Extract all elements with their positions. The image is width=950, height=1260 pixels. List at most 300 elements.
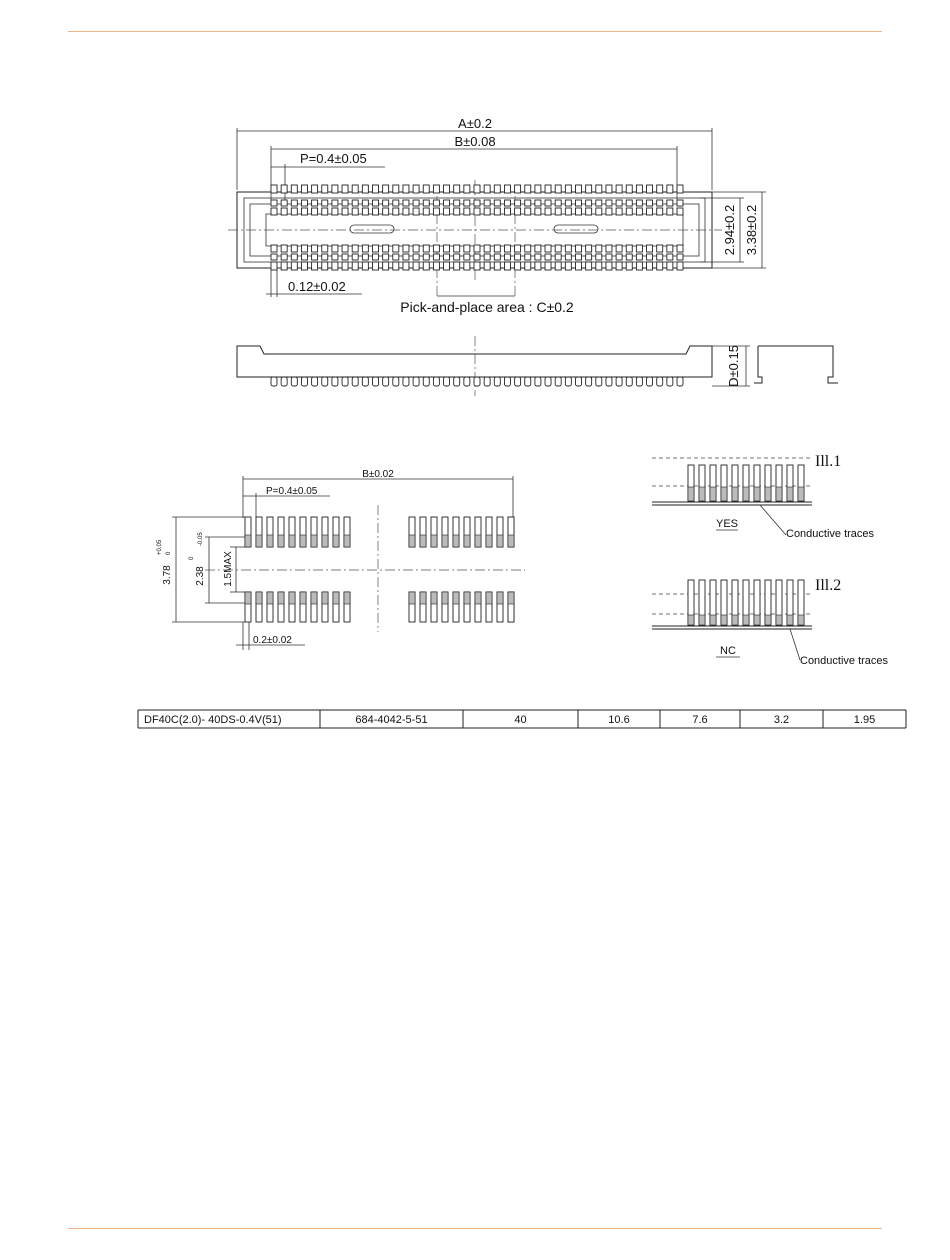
side-pin: [322, 377, 328, 386]
top-pin: [515, 185, 521, 193]
top-pin: [565, 208, 571, 215]
top-pin: [271, 245, 277, 252]
ill2-tag: NC: [720, 645, 736, 657]
side-pin: [403, 377, 409, 386]
top-pin: [484, 208, 490, 215]
top-pin: [383, 262, 389, 270]
side-pin: [393, 377, 399, 386]
top-pin: [606, 208, 612, 215]
top-pin: [626, 185, 632, 193]
top-pin: [352, 245, 358, 252]
footprint-pad-hatch: [256, 592, 262, 604]
ill-pin-hatch: [710, 487, 716, 501]
side-pin: [444, 377, 450, 386]
pin-width-label: 0.12±0.02: [288, 279, 346, 294]
top-pin: [596, 208, 602, 215]
footprint-pad-hatch: [245, 535, 251, 547]
top-pin: [444, 254, 450, 260]
footprint-pads: [245, 517, 514, 622]
top-pin: [606, 200, 612, 206]
side-pin: [464, 377, 470, 386]
top-pin: [423, 208, 429, 215]
top-pin: [373, 254, 379, 260]
top-pin: [322, 208, 328, 215]
top-pin: [312, 200, 318, 206]
footprint-pad-hatch: [431, 592, 437, 604]
top-pin: [332, 262, 338, 270]
top-pin: [616, 200, 622, 206]
top-pin: [616, 262, 622, 270]
side-pin: [301, 377, 307, 386]
top-pin: [383, 254, 389, 260]
side-pin: [291, 377, 297, 386]
top-pin: [626, 245, 632, 252]
footprint-pad-hatch: [245, 592, 251, 604]
table-row: [144, 710, 875, 728]
top-pin: [342, 208, 348, 215]
ill1-note: Conductive traces: [786, 528, 875, 540]
top-pin: [433, 208, 439, 215]
top-pin: [535, 185, 541, 193]
footprint-pad-hatch: [311, 592, 317, 604]
top-pin: [454, 208, 460, 215]
footprint-pad-hatch: [486, 592, 492, 604]
side-pin: [535, 377, 541, 386]
side-pin: [433, 377, 439, 386]
top-pin: [677, 245, 683, 252]
top-pin: [342, 245, 348, 252]
top-pin: [474, 245, 480, 252]
footprint-pad-hatch: [497, 535, 503, 547]
ill1-tag: YES: [715, 518, 739, 530]
top-pin: [535, 262, 541, 270]
footprint-pad-hatch: [322, 592, 328, 604]
top-pin: [454, 245, 460, 252]
top-pin: [667, 200, 673, 206]
footprint-pad-hatch: [508, 592, 514, 604]
top-pin: [301, 245, 307, 252]
top-pin: [352, 185, 358, 193]
top-pin: [677, 185, 683, 193]
top-pin: [596, 200, 602, 206]
top-pin: [484, 262, 490, 270]
top-pin: [332, 200, 338, 206]
top-pin: [657, 262, 663, 270]
fp-inner-tol-upper: 0: [189, 556, 195, 560]
top-pin: [647, 185, 653, 193]
top-pin: [281, 185, 287, 193]
footprint-pad-hatch: [300, 535, 306, 547]
dim-b-label: B±0.08: [454, 134, 496, 149]
top-pin: [413, 185, 419, 193]
footprint-pad-hatch: [508, 535, 514, 547]
side-pin: [504, 377, 510, 386]
top-pin: [413, 208, 419, 215]
ill-pin-hatch: [765, 487, 771, 501]
top-pin: [312, 245, 318, 252]
top-pin: [362, 200, 368, 206]
table-cell: 10.6: [608, 714, 630, 726]
top-pin: [474, 208, 480, 215]
top-pin: [586, 208, 592, 215]
top-pin: [555, 200, 561, 206]
ill2-label: Ill.2: [815, 577, 842, 594]
footprint-pad-hatch: [256, 535, 262, 547]
top-pin: [677, 208, 683, 215]
top-pin: [413, 254, 419, 260]
ill2-note: Conductive traces: [800, 655, 889, 667]
fp-outer-tol-lower: 0: [166, 551, 172, 555]
footprint-pad-hatch: [497, 592, 503, 604]
top-pin: [565, 185, 571, 193]
top-pin: [454, 200, 460, 206]
side-pin: [474, 377, 480, 386]
footprint-pad-hatch: [333, 592, 339, 604]
ill-pin-hatch: [710, 615, 716, 625]
top-pin: [433, 245, 439, 252]
ill-pin-hatch: [798, 615, 804, 625]
top-pin: [555, 245, 561, 252]
top-pin: [525, 208, 531, 215]
top-pin: [586, 254, 592, 260]
top-pin: [271, 200, 277, 206]
top-pin: [576, 254, 582, 260]
top-pin: [291, 262, 297, 270]
footprint-pad-hatch: [420, 592, 426, 604]
top-pin: [373, 262, 379, 270]
top-pin: [576, 245, 582, 252]
ill-pin-hatch: [743, 487, 749, 501]
top-pin: [616, 185, 622, 193]
top-pin: [281, 245, 287, 252]
top-pin: [657, 185, 663, 193]
footprint-pad-hatch: [267, 592, 273, 604]
top-pin: [545, 254, 551, 260]
top-pin: [301, 185, 307, 193]
side-view-pins: [271, 377, 683, 386]
top-pin: [586, 200, 592, 206]
side-pin: [616, 377, 622, 386]
top-pin: [444, 245, 450, 252]
width-outer-label: 3.38±0.2: [744, 204, 759, 256]
top-pin: [515, 254, 521, 260]
top-pin: [312, 185, 318, 193]
footprint-pad-hatch: [442, 592, 448, 604]
fp-outer-label: 3.78: [162, 565, 173, 585]
ill-pin-hatch: [776, 487, 782, 501]
side-pin: [423, 377, 429, 386]
top-pin: [383, 185, 389, 193]
top-pin: [393, 254, 399, 260]
ill-pin-hatch: [721, 615, 727, 625]
top-pin: [403, 254, 409, 260]
side-pin: [525, 377, 531, 386]
ill-pin-hatch: [732, 615, 738, 625]
top-pin: [362, 262, 368, 270]
dim-a-label: A±0.2: [458, 116, 492, 131]
pick-place-label: Pick-and-place area : C±0.2: [400, 299, 574, 315]
illustration-2: [652, 577, 889, 667]
top-view: [228, 116, 766, 315]
side-pin: [383, 377, 389, 386]
top-pin: [393, 200, 399, 206]
footprint-pad-hatch: [475, 592, 481, 604]
top-pin: [281, 254, 287, 260]
top-pin: [636, 254, 642, 260]
top-pin: [383, 208, 389, 215]
top-pin: [484, 200, 490, 206]
side-pin: [657, 377, 663, 386]
footprint-pad-hatch: [300, 592, 306, 604]
top-pin: [373, 245, 379, 252]
top-pin: [383, 245, 389, 252]
top-pin: [647, 262, 653, 270]
top-pin: [677, 254, 683, 260]
table-cell: 1.95: [853, 714, 876, 726]
top-pin: [291, 185, 297, 193]
top-pin: [636, 245, 642, 252]
top-pin: [626, 200, 632, 206]
top-pin: [504, 200, 510, 206]
footprint-pad-hatch: [311, 535, 317, 547]
top-pin: [403, 262, 409, 270]
top-pin: [647, 245, 653, 252]
top-pin: [657, 208, 663, 215]
top-pin: [413, 245, 419, 252]
top-pin: [291, 245, 297, 252]
top-pin: [291, 254, 297, 260]
ill-pin-hatch: [798, 487, 804, 501]
footprint-pad-hatch: [267, 535, 273, 547]
top-pin: [362, 208, 368, 215]
ill-pin-hatch: [699, 615, 705, 625]
ill-pin-hatch: [732, 487, 738, 501]
top-pin: [545, 200, 551, 206]
top-pin: [484, 245, 490, 252]
top-pin: [657, 254, 663, 260]
top-pin: [312, 208, 318, 215]
top-pin: [474, 254, 480, 260]
top-pin: [352, 262, 358, 270]
side-pin: [281, 377, 287, 386]
ill-pin-hatch: [754, 615, 760, 625]
top-pin: [433, 254, 439, 260]
top-pin: [657, 245, 663, 252]
top-pin: [626, 262, 632, 270]
spec-table: [138, 710, 906, 728]
top-pin: [494, 208, 500, 215]
top-pin: [484, 185, 490, 193]
fp-gap-label: 1.5MAX: [223, 551, 234, 587]
width-inner-label: 2.94±0.2: [722, 204, 737, 256]
pitch-label: P=0.4±0.05: [300, 151, 367, 166]
top-pin: [301, 254, 307, 260]
top-pin: [352, 208, 358, 215]
top-pin: [413, 262, 419, 270]
top-pin: [545, 208, 551, 215]
top-pin: [271, 254, 277, 260]
side-pin: [454, 377, 460, 386]
side-pin: [565, 377, 571, 386]
ill-pin-hatch: [754, 487, 760, 501]
table-cell: 684-4042-5-51: [355, 714, 428, 726]
footprint-pad-hatch: [464, 592, 470, 604]
side-pin: [271, 377, 277, 386]
footprint-pad-hatch: [409, 592, 415, 604]
footprint-pad-hatch: [322, 535, 328, 547]
fp-pad-width-label: 0.2±0.02: [253, 635, 292, 646]
top-pin: [464, 200, 470, 206]
top-pin: [565, 245, 571, 252]
top-pin: [636, 208, 642, 215]
top-pin: [555, 254, 561, 260]
top-pin: [312, 262, 318, 270]
top-pin: [474, 262, 480, 270]
top-pin: [606, 245, 612, 252]
top-pin: [403, 245, 409, 252]
illustration-1: [652, 453, 875, 540]
top-pin: [281, 208, 287, 215]
top-pin: [576, 262, 582, 270]
top-pin: [423, 254, 429, 260]
footprint-pad-hatch: [289, 592, 295, 604]
height-label: D±0.15: [726, 345, 741, 387]
top-pin: [555, 262, 561, 270]
footprint-pad-hatch: [453, 535, 459, 547]
top-pin: [636, 185, 642, 193]
side-pin: [413, 377, 419, 386]
top-pin: [504, 208, 510, 215]
top-pin: [586, 245, 592, 252]
ill1-pins: [688, 465, 804, 501]
top-pin: [433, 200, 439, 206]
top-pin: [444, 208, 450, 215]
table-cell: 7.6: [692, 714, 708, 726]
top-pin: [616, 208, 622, 215]
top-pin: [494, 185, 500, 193]
top-pin: [667, 185, 673, 193]
top-pin: [667, 245, 673, 252]
top-pin: [373, 200, 379, 206]
top-pin: [626, 208, 632, 215]
fp-dim-b-label: B±0.02: [362, 469, 394, 480]
top-pin: [362, 254, 368, 260]
top-pin: [606, 262, 612, 270]
top-pin: [525, 185, 531, 193]
top-pin: [565, 200, 571, 206]
top-pin: [322, 185, 328, 193]
top-pin: [535, 200, 541, 206]
top-pin: [586, 262, 592, 270]
footprint-pad-hatch: [486, 535, 492, 547]
top-pin: [444, 262, 450, 270]
top-pin: [332, 254, 338, 260]
footprint-pad-hatch: [278, 535, 284, 547]
side-pin: [312, 377, 318, 386]
top-pin: [393, 185, 399, 193]
top-pin: [565, 254, 571, 260]
side-pin: [677, 377, 683, 386]
top-pin: [596, 185, 602, 193]
top-pin: [504, 254, 510, 260]
side-pin: [626, 377, 632, 386]
ill1-label: Ill.1: [815, 453, 842, 470]
side-pin: [373, 377, 379, 386]
top-pin: [504, 262, 510, 270]
top-pin: [636, 262, 642, 270]
top-pin: [667, 262, 673, 270]
top-pin: [342, 254, 348, 260]
side-pin: [606, 377, 612, 386]
ill2-pins: [688, 580, 804, 625]
top-pin: [576, 200, 582, 206]
top-pin: [281, 200, 287, 206]
top-pin: [545, 185, 551, 193]
top-pin: [596, 262, 602, 270]
top-pin: [322, 254, 328, 260]
top-pin: [626, 254, 632, 260]
top-pin: [494, 200, 500, 206]
ill-pin-hatch: [688, 487, 694, 501]
top-pin: [393, 208, 399, 215]
top-pin: [596, 254, 602, 260]
fp-inner-label: 2.38: [195, 566, 206, 586]
top-pin: [515, 200, 521, 206]
top-pin: [464, 245, 470, 252]
top-pin: [464, 254, 470, 260]
top-pin: [301, 200, 307, 206]
top-pin: [444, 200, 450, 206]
top-pin: [596, 245, 602, 252]
side-pin: [484, 377, 490, 386]
top-pin: [616, 245, 622, 252]
ill-pin-hatch: [688, 615, 694, 625]
top-pin: [423, 200, 429, 206]
top-pin: [606, 185, 612, 193]
footprint-pad-hatch: [333, 535, 339, 547]
side-pin: [332, 377, 338, 386]
top-pin: [647, 208, 653, 215]
top-pin: [301, 262, 307, 270]
table-cell: 40: [514, 714, 527, 726]
side-pin: [596, 377, 602, 386]
top-pin: [504, 185, 510, 193]
top-pin: [312, 254, 318, 260]
top-pin: [332, 208, 338, 215]
top-pin: [504, 245, 510, 252]
footprint-pad-hatch: [475, 535, 481, 547]
side-pin: [352, 377, 358, 386]
side-pin: [362, 377, 368, 386]
top-pin: [352, 254, 358, 260]
top-pin: [271, 208, 277, 215]
top-pin: [403, 200, 409, 206]
top-pin: [535, 254, 541, 260]
top-pin: [332, 185, 338, 193]
top-pin: [342, 262, 348, 270]
top-pin: [464, 208, 470, 215]
footprint-pad-hatch: [278, 592, 284, 604]
top-pin: [423, 245, 429, 252]
top-pin: [535, 245, 541, 252]
top-pin: [555, 208, 561, 215]
side-pin: [636, 377, 642, 386]
footprint-view: [157, 469, 525, 650]
top-pin: [657, 200, 663, 206]
side-pin: [555, 377, 561, 386]
top-pin: [525, 254, 531, 260]
top-pin: [494, 254, 500, 260]
